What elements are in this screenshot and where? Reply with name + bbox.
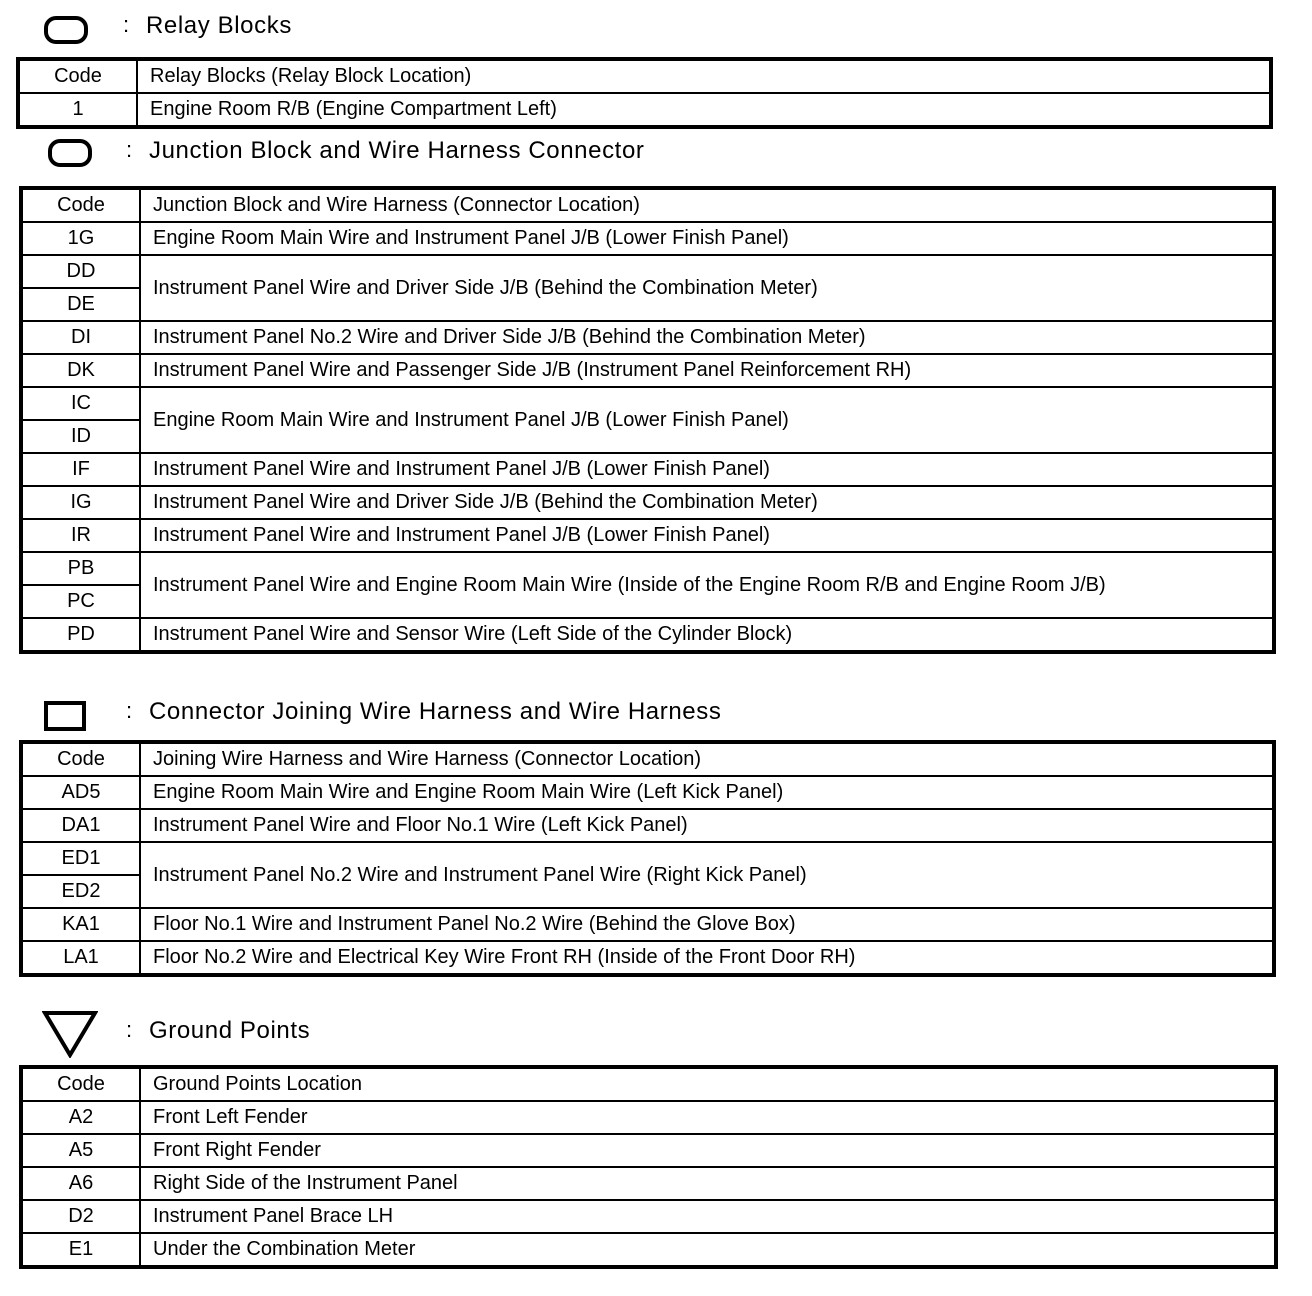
table-row bbox=[22, 255, 1273, 288]
table-row bbox=[22, 453, 1273, 486]
ground-points-table bbox=[21, 1067, 1276, 1267]
row-code: LA1 bbox=[22, 941, 140, 974]
row-code: DK bbox=[22, 354, 140, 387]
heading-colon: : bbox=[126, 1017, 133, 1042]
rounded-rectangle-icon bbox=[44, 16, 88, 44]
row-code: DA1 bbox=[22, 809, 140, 842]
row-code: ED1 bbox=[22, 842, 140, 875]
junction-block-title: Junction Block and Wire Harness Connector bbox=[149, 137, 645, 164]
table-row bbox=[22, 842, 1273, 875]
row-description: Right Side of the Instrument Panel bbox=[140, 1167, 1275, 1200]
table-row bbox=[22, 941, 1273, 974]
row-code: A5 bbox=[22, 1134, 140, 1167]
table-header-row bbox=[22, 1068, 1275, 1101]
rounded-rectangle-icon bbox=[48, 139, 92, 167]
row-description: Engine Room Main Wire and Engine Room Main Wire (Left Kick Panel) bbox=[140, 776, 1273, 809]
relay-blocks-title: Relay Blocks bbox=[146, 12, 292, 39]
row-code: IR bbox=[22, 519, 140, 552]
row-code: A2 bbox=[22, 1101, 140, 1134]
table-row bbox=[22, 1233, 1275, 1266]
table-row bbox=[22, 1134, 1275, 1167]
row-description: Instrument Panel No.2 Wire and Driver Side J/B (Behind the Combination Meter) bbox=[140, 321, 1273, 354]
table-row bbox=[22, 1167, 1275, 1200]
table-header-row bbox=[19, 60, 1270, 93]
row-code: DE bbox=[22, 288, 140, 321]
row-code: D2 bbox=[22, 1200, 140, 1233]
row-code: E1 bbox=[22, 1233, 140, 1266]
row-description: Instrument Panel Brace LH bbox=[140, 1200, 1275, 1233]
row-description: Instrument Panel Wire and Engine Room Main Wire (Inside of the Engine Room R/B and Engine Room J/B) bbox=[140, 552, 1273, 618]
ground-points-title: Ground Points bbox=[149, 1017, 311, 1044]
header-description: Relay Blocks (Relay Block Location) bbox=[137, 60, 1270, 93]
header-code: Code bbox=[22, 743, 140, 776]
table-row bbox=[22, 486, 1273, 519]
joining-connector-title: Connector Joining Wire Harness and Wire Harness bbox=[149, 698, 722, 725]
row-description: Instrument Panel Wire and Driver Side J/B (Behind the Combination Meter) bbox=[140, 486, 1273, 519]
table-row bbox=[22, 321, 1273, 354]
row-description: Instrument Panel Wire and Passenger Side J/B (Instrument Panel Reinforcement RH) bbox=[140, 354, 1273, 387]
row-description: Instrument Panel Wire and Sensor Wire (Left Side of the Cylinder Block) bbox=[140, 618, 1273, 651]
row-code: PC bbox=[22, 585, 140, 618]
row-code: IC bbox=[22, 387, 140, 420]
row-description: Instrument Panel No.2 Wire and Instrument Panel Wire (Right Kick Panel) bbox=[140, 842, 1273, 908]
row-code: 1G bbox=[22, 222, 140, 255]
table-row bbox=[19, 93, 1270, 126]
table-row bbox=[22, 354, 1273, 387]
row-code: DD bbox=[22, 255, 140, 288]
row-description: Engine Room Main Wire and Instrument Panel J/B (Lower Finish Panel) bbox=[140, 222, 1273, 255]
joining-connector-table bbox=[21, 742, 1274, 975]
row-code: PD bbox=[22, 618, 140, 651]
heading-colon: : bbox=[126, 698, 133, 723]
table-row bbox=[22, 222, 1273, 255]
row-code: AD5 bbox=[22, 776, 140, 809]
row-code: A6 bbox=[22, 1167, 140, 1200]
row-description: Instrument Panel Wire and Driver Side J/B (Behind the Combination Meter) bbox=[140, 255, 1273, 321]
triangle-down-icon bbox=[42, 1010, 98, 1058]
row-description: Instrument Panel Wire and Instrument Panel J/B (Lower Finish Panel) bbox=[140, 519, 1273, 552]
junction-block-table bbox=[21, 188, 1274, 652]
table-row bbox=[22, 809, 1273, 842]
row-code: PB bbox=[22, 552, 140, 585]
row-code: KA1 bbox=[22, 908, 140, 941]
row-code: ED2 bbox=[22, 875, 140, 908]
row-description: Floor No.2 Wire and Electrical Key Wire Front RH (Inside of the Front Door RH) bbox=[140, 941, 1273, 974]
row-description: Under the Combination Meter bbox=[140, 1233, 1275, 1266]
header-code: Code bbox=[22, 189, 140, 222]
row-description: Instrument Panel Wire and Floor No.1 Wire (Left Kick Panel) bbox=[140, 809, 1273, 842]
table-row bbox=[22, 1101, 1275, 1134]
table-header-row bbox=[22, 743, 1273, 776]
row-description: Engine Room Main Wire and Instrument Panel J/B (Lower Finish Panel) bbox=[140, 387, 1273, 453]
table-row bbox=[22, 908, 1273, 941]
row-code: 1 bbox=[19, 93, 137, 126]
table-row bbox=[22, 776, 1273, 809]
header-code: Code bbox=[22, 1068, 140, 1101]
row-code: ID bbox=[22, 420, 140, 453]
table-row bbox=[22, 1200, 1275, 1233]
header-description: Junction Block and Wire Harness (Connector Location) bbox=[140, 189, 1273, 222]
row-description: Front Left Fender bbox=[140, 1101, 1275, 1134]
square-icon bbox=[44, 701, 86, 731]
table-row bbox=[22, 387, 1273, 420]
heading-colon: : bbox=[123, 12, 130, 37]
row-description: Engine Room R/B (Engine Compartment Left) bbox=[137, 93, 1270, 126]
row-description: Instrument Panel Wire and Instrument Panel J/B (Lower Finish Panel) bbox=[140, 453, 1273, 486]
table-row bbox=[22, 519, 1273, 552]
header-description: Ground Points Location bbox=[140, 1068, 1275, 1101]
row-code: DI bbox=[22, 321, 140, 354]
header-description: Joining Wire Harness and Wire Harness (Connector Location) bbox=[140, 743, 1273, 776]
row-code: IG bbox=[22, 486, 140, 519]
row-description: Front Right Fender bbox=[140, 1134, 1275, 1167]
row-description: Floor No.1 Wire and Instrument Panel No.2 Wire (Behind the Glove Box) bbox=[140, 908, 1273, 941]
table-header-row bbox=[22, 189, 1273, 222]
row-code: IF bbox=[22, 453, 140, 486]
relay-blocks-table bbox=[18, 59, 1271, 127]
table-row bbox=[22, 618, 1273, 651]
table-row bbox=[22, 552, 1273, 585]
heading-colon: : bbox=[126, 137, 133, 162]
header-code: Code bbox=[19, 60, 137, 93]
